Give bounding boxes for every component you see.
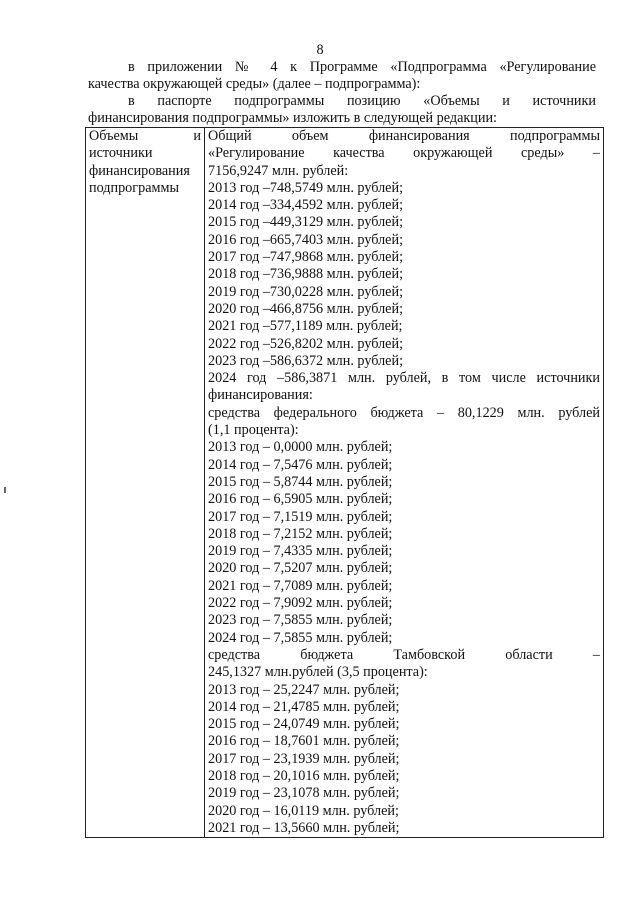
year-amount-line: 2015 год – 5,8744 млн. рублей; [208,473,393,490]
year-amount-line: 2016 год –665,7403 млн. рублей; [208,231,404,248]
total-financing-amount: 7156,9247 млн. рублей: [208,162,349,179]
year-amount-line: 2017 год – 7,1519 млн. рублей; [208,508,393,525]
year-amount-line: 2020 год –466,8756 млн. рублей; [208,300,404,317]
intro-line-1: в приложении № 4 к Программе «Подпрограмма «Регулирование [128,59,596,75]
passport-table [85,127,604,838]
year-amount-line: 2013 год –748,5749 млн. рублей; [208,179,404,196]
year-amount-line: 2019 год –730,0228 млн. рублей; [208,283,404,300]
year-amount-line: 2015 год – 24,0749 млн. рублей; [208,716,400,733]
intro-line-3: в паспорте подпрограммы позицию «Объемы и источники [128,93,596,109]
position-name-line: финансирования [89,162,190,179]
federal-budget-line: (1,1 процента): [208,422,299,439]
regional-budget-line: 245,1327 млн.рублей (3,5 процента): [208,664,428,681]
year-amount-line: 2019 год – 23,1078 млн. рублей; [208,785,400,802]
year-amount-line: 2017 год – 23,1939 млн. рублей; [208,750,400,767]
year-amount-line: 2016 год – 18,7601 млн. рублей; [208,733,400,750]
year-amount-line: 2021 год – 7,7089 млн. рублей; [208,577,393,594]
year-amount-line: 2019 год – 7,4335 млн. рублей; [208,543,393,560]
year-amount-line: 2022 год –526,8202 млн. рублей; [208,335,404,352]
year-amount-line: 2014 год –334,4592 млн. рублей; [208,197,404,214]
intro-line-4: финансирования подпрограммы» изложить в следующей редакции: [88,110,497,127]
year-2024-line: финансирования: [208,387,313,404]
total-financing-line: «Регулирование качества окружающей среды» – [208,145,600,162]
year-amount-line: 2020 год – 7,5207 млн. рублей; [208,560,393,577]
total-financing-line: Общий объем финансирования подпрограммы [208,128,600,144]
year-amount-line: 2017 год –747,9868 млн. рублей; [208,249,404,266]
year-amount-line: 2020 год – 16,0119 млн. рублей; [208,802,399,819]
position-name-cell [86,128,205,838]
intro-paragraph-2 [88,93,596,128]
year-amount-line: 2024 год – 7,5855 млн. рублей; [208,629,393,646]
year-amount-line: 2023 год –586,6372 млн. рублей; [208,352,404,369]
year-amount-line: 2014 год – 7,5476 млн. рублей; [208,456,393,473]
scan-mark [4,487,6,493]
year-amount-line: 2022 год – 7,9092 млн. рублей; [208,595,393,612]
table-row [86,128,604,838]
year-2024-line: 2024 год –586,3871 млн. рублей, в том числе источники [208,370,600,387]
position-content-cell [205,128,604,838]
year-amount-line: 2016 год – 6,5905 млн. рублей; [208,491,393,508]
year-amount-line: 2021 год –577,1189 млн. рублей; [208,318,403,335]
year-amount-line: 2021 год – 13,5660 млн. рублей; [208,819,400,836]
position-name-line: подпрограммы [89,179,179,196]
position-name-line: Объемы и [89,128,201,144]
year-amount-line: 2018 год – 7,2152 млн. рублей; [208,525,393,542]
year-amount-line: 2013 год – 0,0000 млн. рублей; [208,439,393,456]
total-years-list [208,180,600,370]
regional-years-list [208,682,600,838]
year-amount-line: 2018 год – 20,1016 млн. рублей; [208,767,400,784]
page-number: 8 [316,42,324,58]
year-amount-line: 2013 год – 25,2247 млн. рублей; [208,681,400,698]
intro-line-2: качества окружающей среды» (далее – подпрограмма): [88,76,421,93]
intro-paragraph-1 [88,59,596,94]
regional-budget-line: средства бюджета Тамбовской области – [208,646,600,663]
year-amount-line: 2014 год – 21,4785 млн. рублей; [208,698,400,715]
year-amount-line: 2018 год –736,9888 млн. рублей; [208,266,404,283]
year-amount-line: 2015 год –449,3129 млн. рублей; [208,214,404,231]
federal-years-list [208,439,600,647]
year-amount-line: 2023 год – 7,5855 млн. рублей; [208,612,393,629]
federal-budget-line: средства федерального бюджета – 80,1229 млн. рублей [208,404,600,421]
position-name-line: источники [89,145,153,162]
